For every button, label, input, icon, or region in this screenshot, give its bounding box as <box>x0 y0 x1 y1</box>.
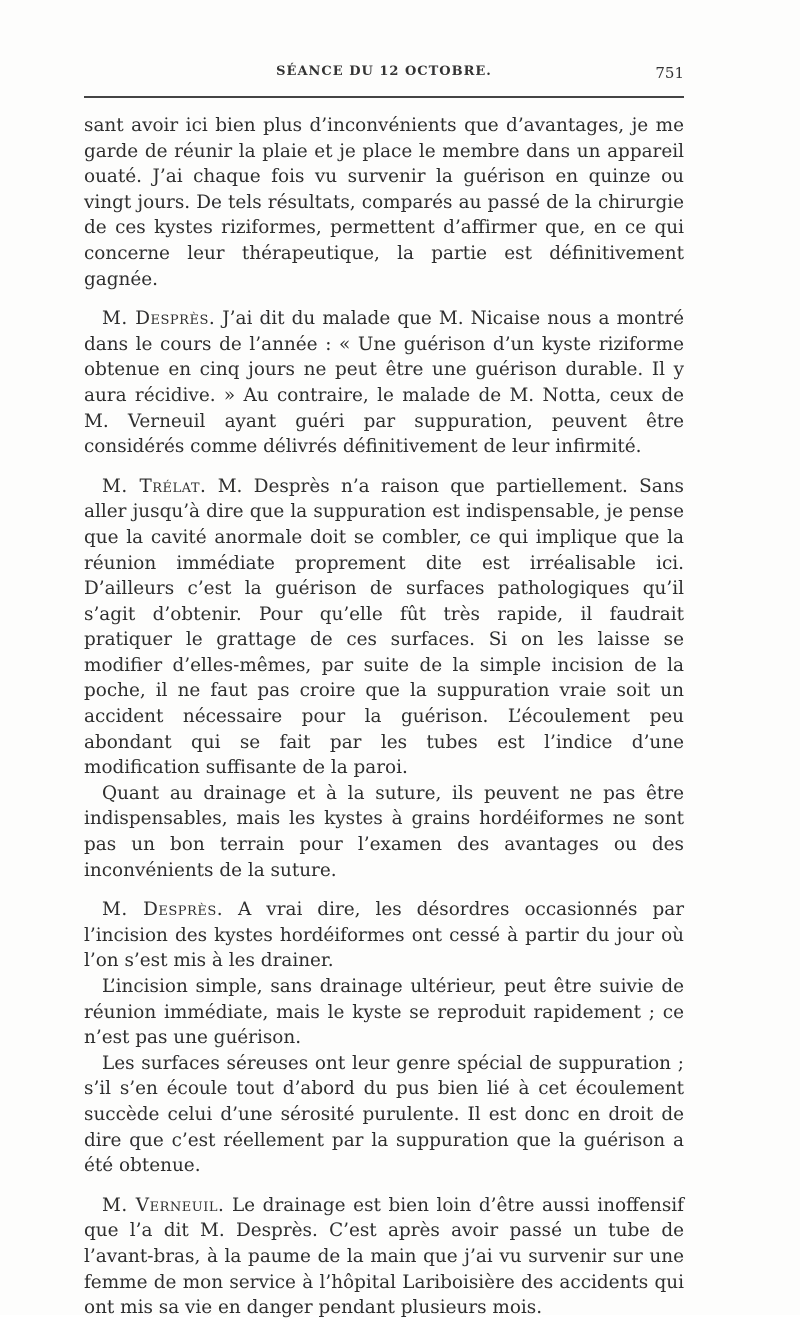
paragraph-trelat <box>84 474 684 781</box>
paragraph-text: J’ai dit du malade que M. Nicaise nous a montré dans le cours de l’année : « Une guérison d’un kyste riziforme obtenue en cinq jours ne peut être une guérison durable. Il y aura récidive. » Au contraire, le malade de M. Notta, ceux de M. Verneuil ayant guéri par suppuration, peuvent être considérés comme délivrés définitivement de leur infirmité. <box>84 308 684 458</box>
body-text <box>84 113 684 1321</box>
paragraph-verneuil <box>84 1193 684 1321</box>
page-header <box>84 62 684 92</box>
speaker-name: M. Desprès. <box>102 308 216 330</box>
speaker-name: M. Verneuil. <box>102 1194 225 1216</box>
paragraph-text: Les surfaces séreuses ont leur genre spécial de suppuration ; s’il s’en écoule tout d’abord du pus bien lié à cet écoulement succède celui d’une sérosité purulente. Il est donc en droit de dire que c’est réellement par la suppuration que la guérison a été obtenue. <box>84 1052 684 1177</box>
header-rule <box>84 96 684 98</box>
speaker-name: M. Trélat. <box>102 475 207 497</box>
paragraph-text: sant avoir ici bien plus d’inconvénients que d’avantages, je me garde de réunir la plaie et je place le membre dans un appareil ouaté. J’ai chaque fois vu survenir la guérison en quinze ou vingt jours. De tels résultats, comparés au passé de la chirurgie de ces kystes riziformes, permettent d’affirmer que, en ce qui concerne leur thérapeutique, la partie est définitivement gagnée. <box>84 115 684 290</box>
paragraph-text: A vrai dire, les désordres occasionnés par l’incision des kystes hordéiformes ont cessé à partir du jour où l’on s’est mis à les drainer. <box>84 899 684 972</box>
paragraph-text: Le drainage est bien loin d’être aussi inoffensif que l’a dit M. Desprès. C’est après avoir passé un tube de l’avant-bras, à la paume de la main que j’ai vu survenir sur une femme de mon service à l’hôpital Lariboisière des accidents qui ont mis sa vie en danger pendant plusieurs mois. <box>84 1194 684 1319</box>
paragraph-despres-2 <box>84 897 684 974</box>
paragraph-despres-2c <box>84 1051 684 1179</box>
paragraph-text: M. Desprès n’a raison que partiellement. Sans aller jusqu’à dire que la suppuration est indispensable, je pense que la cavité anormale doit se combler, ce qui implique que la réunion immédiate proprement dite est irréalisable ici. D’ailleurs c’est la guérison de surfaces pathologiques qu’il s’agit d’obtenir. Pour qu’elle fût très rapide, il faudrait pratiquer le grattage de ces surfaces. Si on les laisse se modifier d’elles-mêmes, par suite de la simple incision de la poche, il ne faut pas croire que la suppuration vraie soit un accident nécessaire pour la guérison. L’écoulement peu abondant qui se fait par les tubes est l’indice d’une modification suffisante de la paroi. <box>84 475 684 779</box>
paragraph-text: L’incision simple, sans drainage ultérieur, peut être suivie de réunion immédiate, mais le kyste se reproduit rapidement ; ce n’est pas une guérison. <box>84 976 684 1049</box>
paragraph-despres-2b <box>84 974 684 1051</box>
paragraph-text: Quant au drainage et à la suture, ils peuvent ne pas être indispensables, mais les kystes à grains hordéiformes ne sont pas un bon terrain pour l’examen des avantages ou des inconvénients de la suture. <box>84 782 684 881</box>
running-title: SÉANCE DU 12 OCTOBRE. <box>276 64 492 79</box>
paragraph-continuation <box>84 113 684 292</box>
paragraph-trelat-continued <box>84 781 684 883</box>
paragraph-despres-1 <box>84 306 684 460</box>
page-number: 751 <box>655 64 684 82</box>
speaker-name: M. Desprès. <box>102 899 224 921</box>
